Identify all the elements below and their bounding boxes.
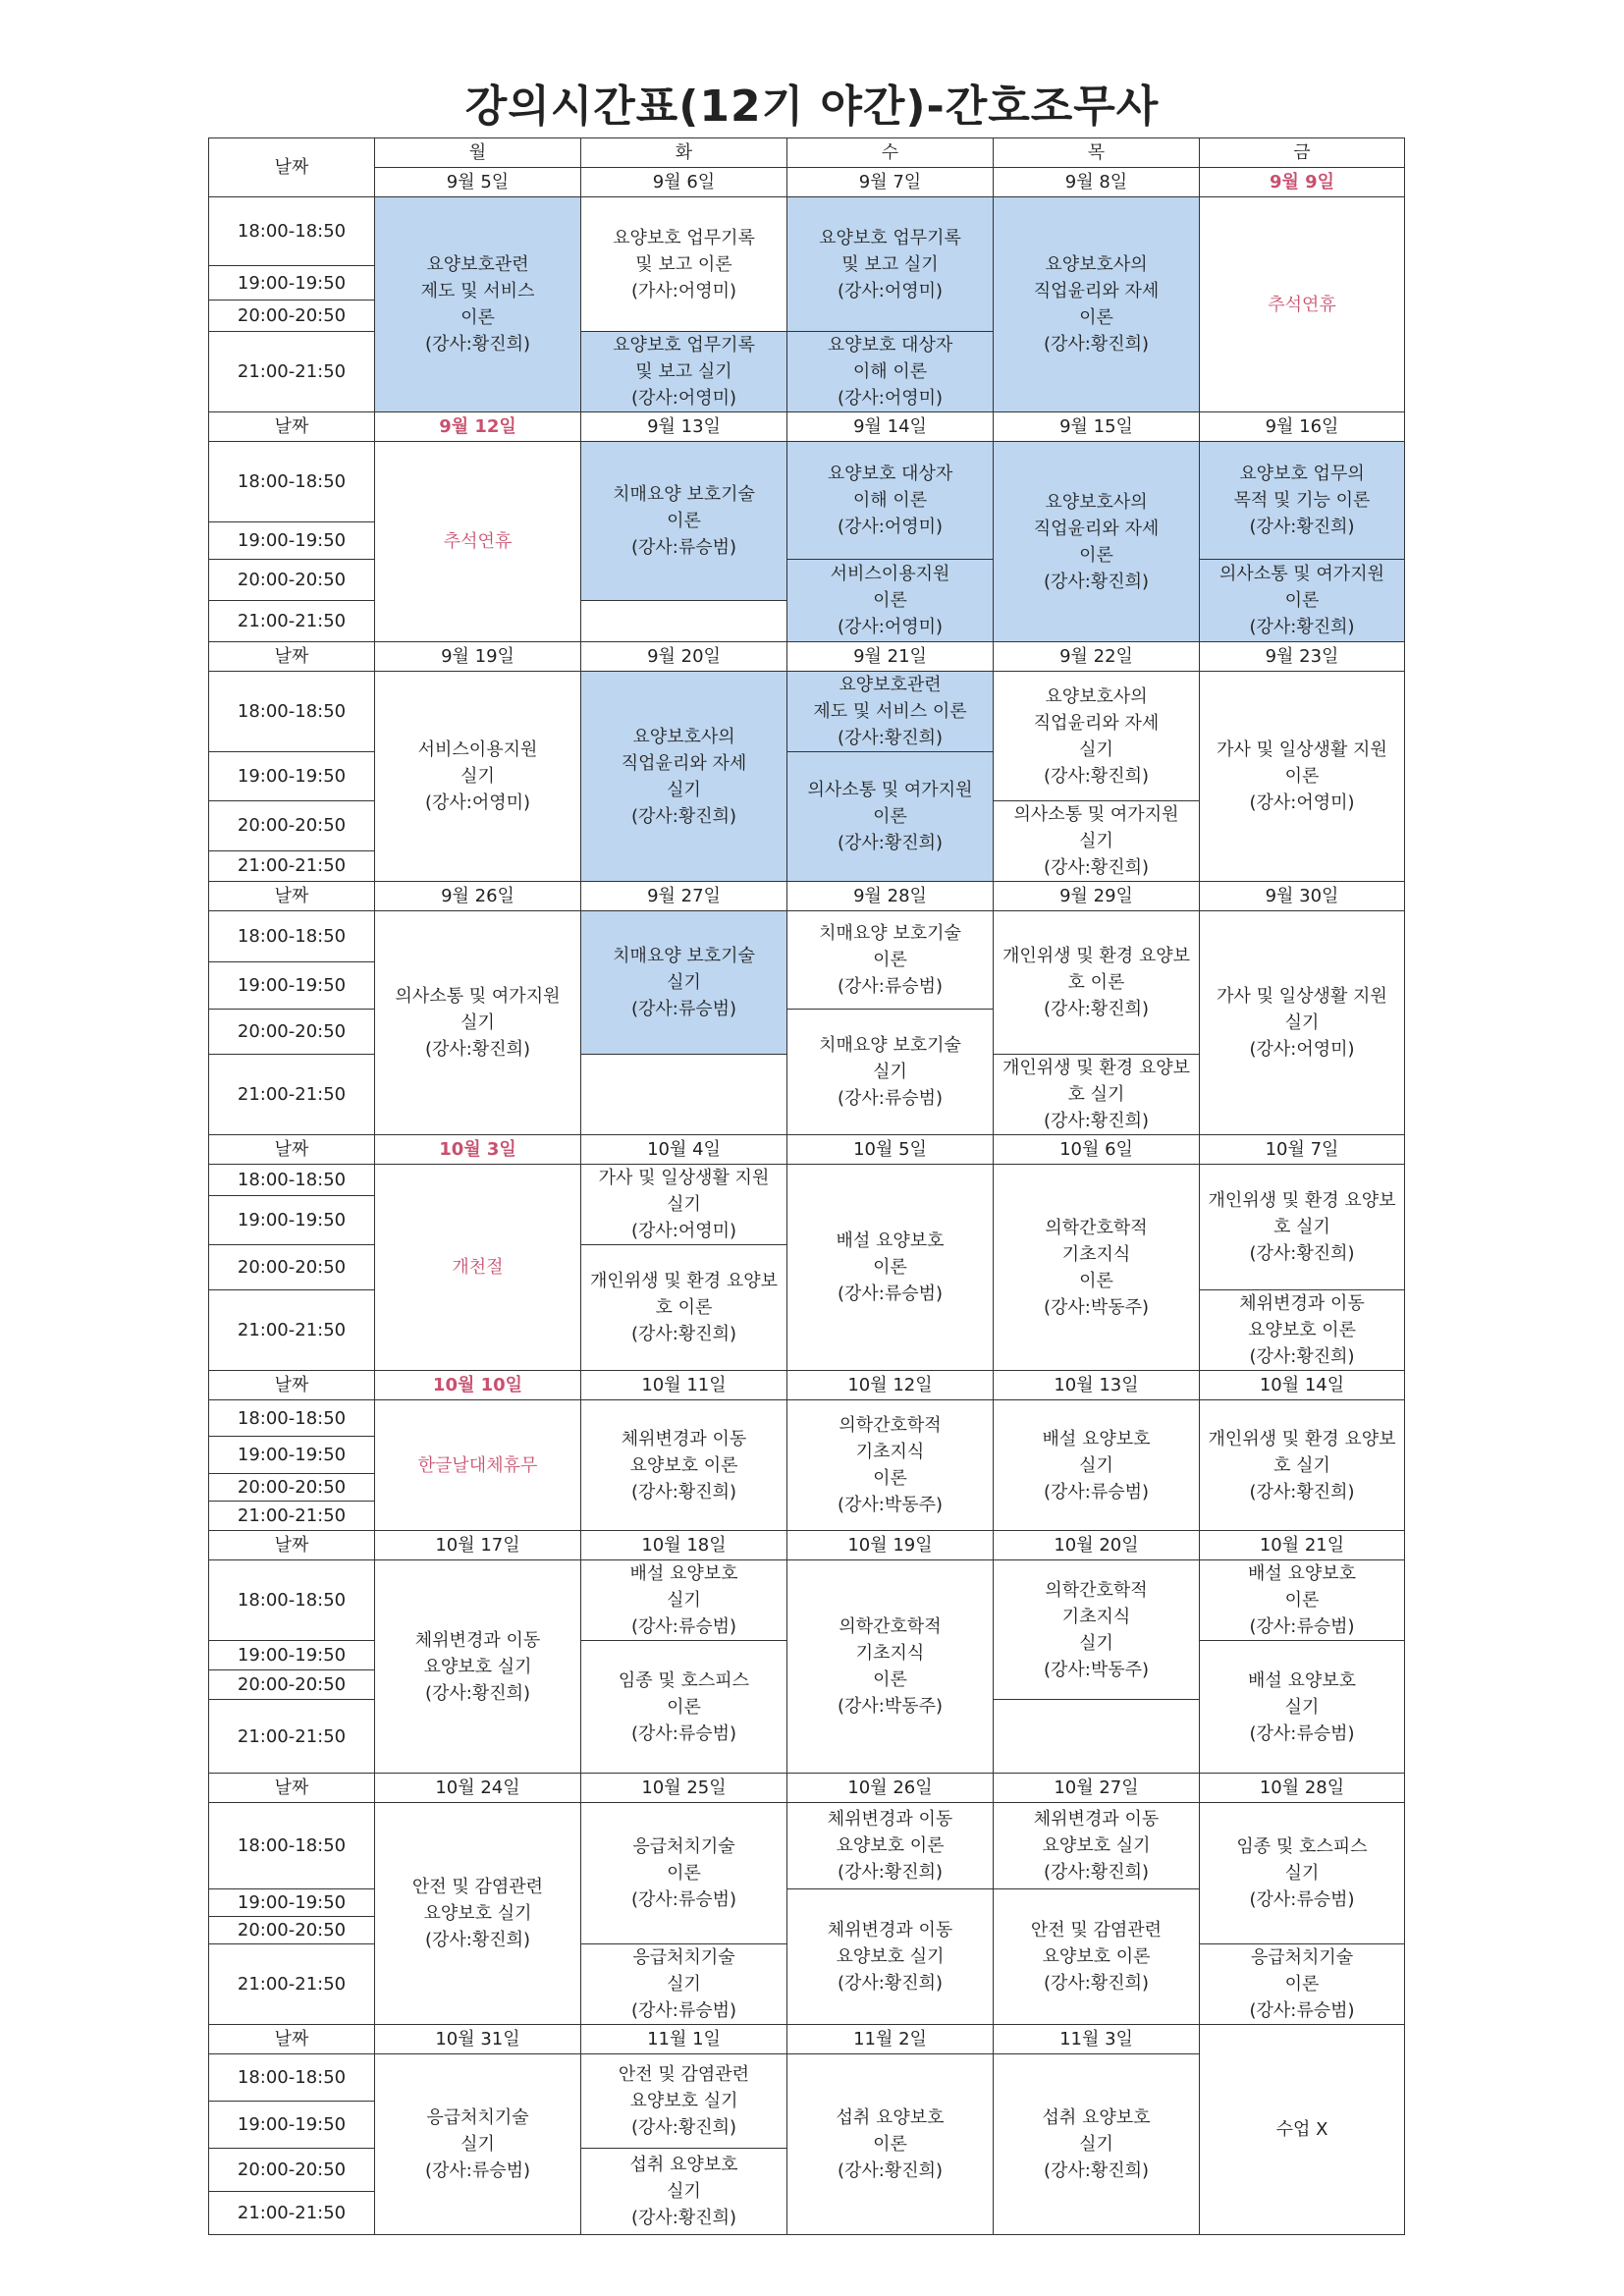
class-cell: 섭취 요양보호 실기 (강사:황진희): [581, 2149, 787, 2235]
class-cell: 의사소통 및 여가지원 이론 (강사:황진희): [1200, 560, 1405, 642]
holiday-cell: 한글날대체휴무: [375, 1400, 581, 1531]
class-cell: 요양보호 업무기록 및 보고 이론 (가사:어영미): [581, 197, 787, 332]
class-cell: 의학간호학적 기초지식 이론 (강사:박동주): [787, 1560, 994, 1774]
class-cell: 임종 및 호스피스 실기 (강사:류승범): [1200, 1803, 1405, 1944]
class-cell: 섭취 요양보호 실기 (강사:황진희): [994, 2054, 1200, 2235]
time-slot: 21:00-21:50: [209, 1055, 375, 1135]
date-cell-holiday: 9월 12일: [375, 412, 581, 442]
date-cell: 10월 5일: [787, 1135, 994, 1165]
date-cell: 10월 13일: [994, 1371, 1200, 1400]
class-cell: 배설 요양보호 이론 (강사:류승범): [1200, 1560, 1405, 1641]
date-cell: 10월 18일: [581, 1531, 787, 1560]
class-cell: 서비스이용지원 이론 (강사:어영미): [787, 560, 994, 642]
date-cell: 9월 14일: [787, 412, 994, 442]
class-cell: 응급처치기술 이론 (강사:류승범): [581, 1803, 787, 1944]
day-mon: 월: [375, 138, 581, 168]
class-cell: 요양보호사의 직업윤리와 자세 이론 (강사:황진희): [994, 197, 1200, 412]
class-cell: 의사소통 및 여가지원 실기 (강사:황진희): [375, 911, 581, 1135]
class-cell: 요양보호 업무의 목적 및 기능 이론 (강사:황진희): [1200, 442, 1405, 560]
time-slot: 21:00-21:50: [209, 1502, 375, 1531]
date-cell: 11월 2일: [787, 2025, 994, 2054]
time-slot: 19:00-19:50: [209, 522, 375, 560]
date-cell: 9월 29일: [994, 882, 1200, 911]
class-cell: 요양보호관련 제도 및 서비스 이론 (강사:황진희): [787, 672, 994, 752]
date-cell: 10월 6일: [994, 1135, 1200, 1165]
time-slot: 21:00-21:50: [209, 332, 375, 412]
date-cell: 9월 26일: [375, 882, 581, 911]
class-cell: 체위변경과 이동 요양보호 이론 (강사:황진희): [581, 1400, 787, 1531]
class-cell: 서비스이용지원 실기 (강사:어영미): [375, 672, 581, 882]
class-cell: 요양보호관련 제도 및 서비스 이론 (강사:황진희): [375, 197, 581, 412]
class-cell: 의학간호학적 기초지식 이론 (강사:박동주): [787, 1400, 994, 1531]
class-cell: 치매요양 보호기술 이론 (강사:류승범): [581, 442, 787, 601]
time-slot: 18:00-18:50: [209, 672, 375, 752]
date-cell: 11월 1일: [581, 2025, 787, 2054]
class-cell: 치매요양 보호기술 이론 (강사:류승범): [787, 911, 994, 1010]
class-cell: 요양보호사의 직업윤리와 자세 이론 (강사:황진희): [994, 442, 1200, 642]
time-slot: 18:00-18:50: [209, 1400, 375, 1437]
date-label: 날짜: [209, 1774, 375, 1803]
time-slot: 18:00-18:50: [209, 1803, 375, 1889]
date-cell: 10월 12일: [787, 1371, 994, 1400]
empty-cell: [581, 1055, 787, 1135]
time-slot: 18:00-18:50: [209, 2054, 375, 2102]
date-cell: 10월 17일: [375, 1531, 581, 1560]
time-slot: 19:00-19:50: [209, 1889, 375, 1917]
class-cell: 수업 X: [1200, 2025, 1405, 2235]
class-cell: 요양보호사의 직업윤리와 자세 실기 (강사:황진희): [994, 672, 1200, 801]
class-cell: 체위변경과 이동 요양보호 이론 (강사:황진희): [1200, 1290, 1405, 1371]
time-slot: 20:00-20:50: [209, 560, 375, 601]
class-cell: 가사 및 일상생활 지원 이론 (강사:어영미): [1200, 672, 1405, 882]
date-cell: 9월 20일: [581, 642, 787, 672]
date-cell: 9월 30일: [1200, 882, 1405, 911]
time-slot: 19:00-19:50: [209, 1196, 375, 1245]
date-cell: 10월 4일: [581, 1135, 787, 1165]
page-title: 강의시간표(12기 야간)-간호조무사: [464, 82, 1160, 132]
time-slot: 21:00-21:50: [209, 850, 375, 881]
date-cell: 9월 6일: [581, 168, 787, 197]
date-cell: 9월 13일: [581, 412, 787, 442]
date-label: 날짜: [209, 1135, 375, 1165]
class-cell: 개인위생 및 환경 요양보 호 이론 (강사:황진희): [581, 1245, 787, 1371]
time-slot: 18:00-18:50: [209, 197, 375, 266]
class-cell: 응급처치기술 실기 (강사:류승범): [375, 2054, 581, 2235]
time-slot: 19:00-19:50: [209, 266, 375, 301]
empty-cell: [581, 601, 787, 642]
date-cell: 9월 5일: [375, 168, 581, 197]
class-cell: 응급처치기술 실기 (강사:류승범): [581, 1944, 787, 2025]
time-slot: 18:00-18:50: [209, 911, 375, 962]
class-cell: 안전 및 감염관련 요양보호 실기 (강사:황진희): [375, 1803, 581, 2025]
date-cell: 10월 7일: [1200, 1135, 1405, 1165]
time-slot: 20:00-20:50: [209, 1474, 375, 1502]
time-slot: 19:00-19:50: [209, 1641, 375, 1670]
time-slot: 18:00-18:50: [209, 1165, 375, 1196]
class-cell: 체위변경과 이동 요양보호 이론 (강사:황진희): [787, 1803, 994, 1889]
class-cell: 의학간호학적 기초지식 실기 (강사:박동주): [994, 1560, 1200, 1700]
date-cell-holiday: 10월 3일: [375, 1135, 581, 1165]
date-cell: 10월 31일: [375, 2025, 581, 2054]
class-cell: 요양보호사의 직업윤리와 자세 실기 (강사:황진희): [581, 672, 787, 882]
date-cell: 9월 15일: [994, 412, 1200, 442]
date-cell: 10월 27일: [994, 1774, 1200, 1803]
time-slot: 21:00-21:50: [209, 601, 375, 642]
date-label: 날짜: [209, 138, 375, 197]
date-cell: 9월 8일: [994, 168, 1200, 197]
time-slot: 18:00-18:50: [209, 1560, 375, 1641]
date-label: 날짜: [209, 1531, 375, 1560]
date-cell: 9월 21일: [787, 642, 994, 672]
date-cell-holiday: 10월 10일: [375, 1371, 581, 1400]
holiday-cell: 개천절: [375, 1165, 581, 1371]
class-cell: 체위변경과 이동 요양보호 실기 (강사:황진희): [994, 1803, 1200, 1889]
date-cell: 9월 16일: [1200, 412, 1405, 442]
date-cell-holiday: 9월 9일: [1200, 168, 1405, 197]
time-slot: 20:00-20:50: [209, 1010, 375, 1055]
class-cell: 요양보호 업무기록 및 보고 실기 (강사:어영미): [581, 332, 787, 412]
time-slot: 20:00-20:50: [209, 301, 375, 332]
time-slot: 20:00-20:50: [209, 1670, 375, 1700]
date-label: 날짜: [209, 412, 375, 442]
day-tue: 화: [581, 138, 787, 168]
holiday-cell: 추석연휴: [375, 442, 581, 642]
time-slot: 19:00-19:50: [209, 752, 375, 801]
class-cell: 체위변경과 이동 요양보호 실기 (강사:황진희): [375, 1560, 581, 1774]
timetable: [208, 137, 1405, 2235]
class-cell: 임종 및 호스피스 이론 (강사:류승범): [581, 1641, 787, 1774]
class-cell: 개인위생 및 환경 요양보 호 이론 (강사:황진희): [994, 911, 1200, 1055]
holiday-cell: 추석연휴: [1200, 197, 1405, 412]
class-cell: 배설 요양보호 이론 (강사:류승범): [787, 1165, 994, 1371]
class-cell: 요양보호 대상자 이해 이론 (강사:어영미): [787, 332, 994, 412]
date-label: 날짜: [209, 642, 375, 672]
class-cell: 가사 및 일상생활 지원 실기 (강사:어영미): [581, 1165, 787, 1245]
date-cell: 10월 26일: [787, 1774, 994, 1803]
date-label: 날짜: [209, 1371, 375, 1400]
time-slot: 20:00-20:50: [209, 2149, 375, 2192]
class-cell: 가사 및 일상생활 지원 실기 (강사:어영미): [1200, 911, 1405, 1135]
date-cell: 10월 21일: [1200, 1531, 1405, 1560]
class-cell: 요양보호 업무기록 및 보고 실기 (강사:어영미): [787, 197, 994, 332]
class-cell: 의사소통 및 여가지원 실기 (강사:황진희): [994, 801, 1200, 882]
time-slot: 21:00-21:50: [209, 1290, 375, 1371]
date-cell: 9월 28일: [787, 882, 994, 911]
class-cell: 체위변경과 이동 요양보호 실기 (강사:황진희): [787, 1889, 994, 2025]
class-cell: 응급처치기술 이론 (강사:류승범): [1200, 1944, 1405, 2025]
date-cell: 10월 25일: [581, 1774, 787, 1803]
time-slot: 20:00-20:50: [209, 1245, 375, 1290]
time-slot: 21:00-21:50: [209, 1700, 375, 1774]
date-cell: 9월 27일: [581, 882, 787, 911]
date-cell: 9월 7일: [787, 168, 994, 197]
date-cell: 11월 3일: [994, 2025, 1200, 2054]
class-cell: 요양보호 대상자 이해 이론 (강사:어영미): [787, 442, 994, 560]
time-slot: 19:00-19:50: [209, 1437, 375, 1474]
time-slot: 19:00-19:50: [209, 2102, 375, 2149]
date-cell: 10월 28일: [1200, 1774, 1405, 1803]
date-label: 날짜: [209, 2025, 375, 2054]
class-cell: 의학간호학적 기초지식 이론 (강사:박동주): [994, 1165, 1200, 1371]
time-slot: 20:00-20:50: [209, 801, 375, 851]
class-cell: 개인위생 및 환경 요양보 호 실기 (강사:황진희): [1200, 1400, 1405, 1531]
class-cell: 의사소통 및 여가지원 이론 (강사:황진희): [787, 752, 994, 882]
class-cell: 치매요양 보호기술 실기 (강사:류승범): [581, 911, 787, 1055]
class-cell: 배설 요양보호 실기 (강사:류승범): [1200, 1641, 1405, 1774]
date-cell: 10월 14일: [1200, 1371, 1405, 1400]
time-slot: 21:00-21:50: [209, 2192, 375, 2235]
class-cell: 배설 요양보호 실기 (강사:류승범): [581, 1560, 787, 1641]
class-cell: 섭취 요양보호 이론 (강사:황진희): [787, 2054, 994, 2235]
class-cell: 개인위생 및 환경 요양보 호 실기 (강사:황진희): [1200, 1165, 1405, 1290]
date-cell: 9월 23일: [1200, 642, 1405, 672]
class-cell: 안전 및 감염관련 요양보호 이론 (강사:황진희): [994, 1889, 1200, 2025]
date-cell: 9월 22일: [994, 642, 1200, 672]
class-cell: 개인위생 및 환경 요양보 호 실기 (강사:황진희): [994, 1055, 1200, 1135]
class-cell: 치매요양 보호기술 실기 (강사:류승범): [787, 1010, 994, 1135]
time-slot: 20:00-20:50: [209, 1917, 375, 1944]
day-wed: 수: [787, 138, 994, 168]
date-cell: 10월 19일: [787, 1531, 994, 1560]
time-slot: 19:00-19:50: [209, 962, 375, 1010]
class-cell: 배설 요양보호 실기 (강사:류승범): [994, 1400, 1200, 1531]
class-cell: 안전 및 감염관련 요양보호 실기 (강사:황진희): [581, 2054, 787, 2149]
date-cell: 9월 19일: [375, 642, 581, 672]
date-cell: 10월 11일: [581, 1371, 787, 1400]
time-slot: 18:00-18:50: [209, 442, 375, 522]
date-label: 날짜: [209, 882, 375, 911]
day-thu: 목: [994, 138, 1200, 168]
date-cell: 10월 24일: [375, 1774, 581, 1803]
time-slot: 21:00-21:50: [209, 1944, 375, 2025]
day-fri: 금: [1200, 138, 1405, 168]
date-cell: 10월 20일: [994, 1531, 1200, 1560]
